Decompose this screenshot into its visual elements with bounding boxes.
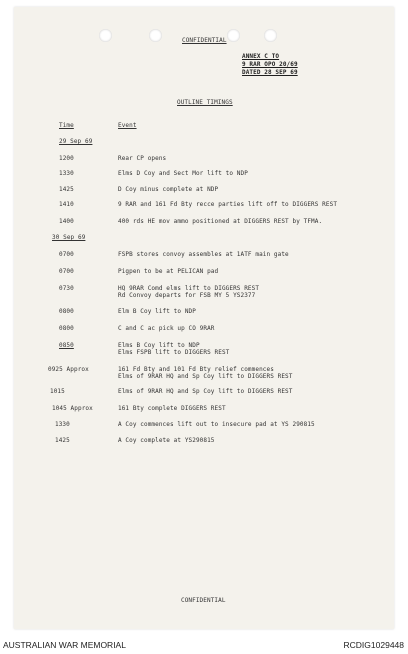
row-time: 0700: [59, 268, 74, 275]
punch-hole: [264, 29, 277, 42]
institution-name: AUSTRALIAN WAR MEMORIAL: [3, 640, 126, 650]
row-event: Elms B Coy lift to NDP: [118, 342, 200, 349]
column-header-time: Time: [59, 122, 74, 129]
row-event: 161 Fd Bty and 101 Fd Bty relief commences: [118, 366, 274, 373]
row-event: D Coy minus complete at NDP: [118, 186, 219, 193]
row-event: FSPB stores convoy assembles at 1ATF main gate: [118, 251, 289, 258]
row-time: 1410: [59, 201, 74, 208]
row-time: 1400: [59, 218, 74, 225]
row-time: 0800: [59, 325, 74, 332]
row-time: 1425: [59, 186, 74, 193]
column-header-event: Event: [118, 122, 137, 129]
row-event: Rd Convoy departs for FSB MY 5 YS2377: [118, 292, 256, 299]
row-time: 1330: [55, 421, 70, 428]
row-time: 1330: [59, 170, 74, 177]
row-event: Elms FSPB lift to DIGGERS REST: [118, 349, 230, 356]
annex-line-3: DATED 28 SEP 69: [242, 69, 298, 76]
punch-hole: [99, 29, 112, 42]
annex-line-2: 9 RAR OPO 20/69: [242, 61, 298, 68]
punch-hole: [227, 29, 240, 42]
punch-hole: [149, 29, 162, 42]
record-id: RCDIG1029448: [343, 640, 404, 650]
row-event: Rear CP opens: [118, 155, 167, 162]
date-heading: 30 Sep 69: [52, 234, 86, 241]
row-event: HQ 9RAR Comd elms lift to DIGGERS REST: [118, 285, 260, 292]
row-event: 9 RAR and 161 Fd Bty recce parties lift off to DIGGERS REST: [118, 201, 338, 208]
row-time: 1200: [59, 155, 74, 162]
row-time: 0925 Approx: [48, 366, 89, 373]
row-time: 1045 Approx: [52, 405, 93, 412]
row-event: A Coy complete at YS290815: [118, 437, 215, 444]
classification-bottom: CONFIDENTIAL: [181, 597, 226, 604]
archive-footer: [0, 636, 408, 654]
row-event: Elms of 9RAR HQ and Sp Coy lift to DIGGERS REST: [118, 373, 293, 380]
row-time: 0700: [59, 251, 74, 258]
row-time: 0800: [59, 308, 74, 315]
row-event: Pigpen to be at PELICAN pad: [118, 268, 219, 275]
row-event: Elm B Coy lift to NDP: [118, 308, 196, 315]
row-event: C and C ac pick up CO 9RAR: [118, 325, 215, 332]
document-heading: OUTLINE TIMINGS: [177, 99, 233, 106]
annex-line-1: ANNEX C TO: [242, 53, 280, 60]
classification-top: CONFIDENTIAL: [182, 37, 227, 44]
row-event: Elms D Coy and Sect Mor lift to NDP: [118, 170, 248, 177]
row-event: A Coy commences lift out to insecure pad at YS 290815: [118, 421, 315, 428]
row-event: 161 Bty complete DIGGERS REST: [118, 405, 226, 412]
row-event: Elms of 9RAR HQ and Sp Coy lift to DIGGERS REST: [118, 388, 293, 395]
row-time: 0730: [59, 285, 74, 292]
row-event: 400 rds HE mov ammo positioned at DIGGERS REST by TFMA.: [118, 218, 323, 225]
row-time: 1425: [55, 437, 70, 444]
date-heading: 29 Sep 69: [59, 138, 93, 145]
row-time: 0850: [59, 342, 74, 349]
row-time: 1015: [50, 388, 65, 395]
